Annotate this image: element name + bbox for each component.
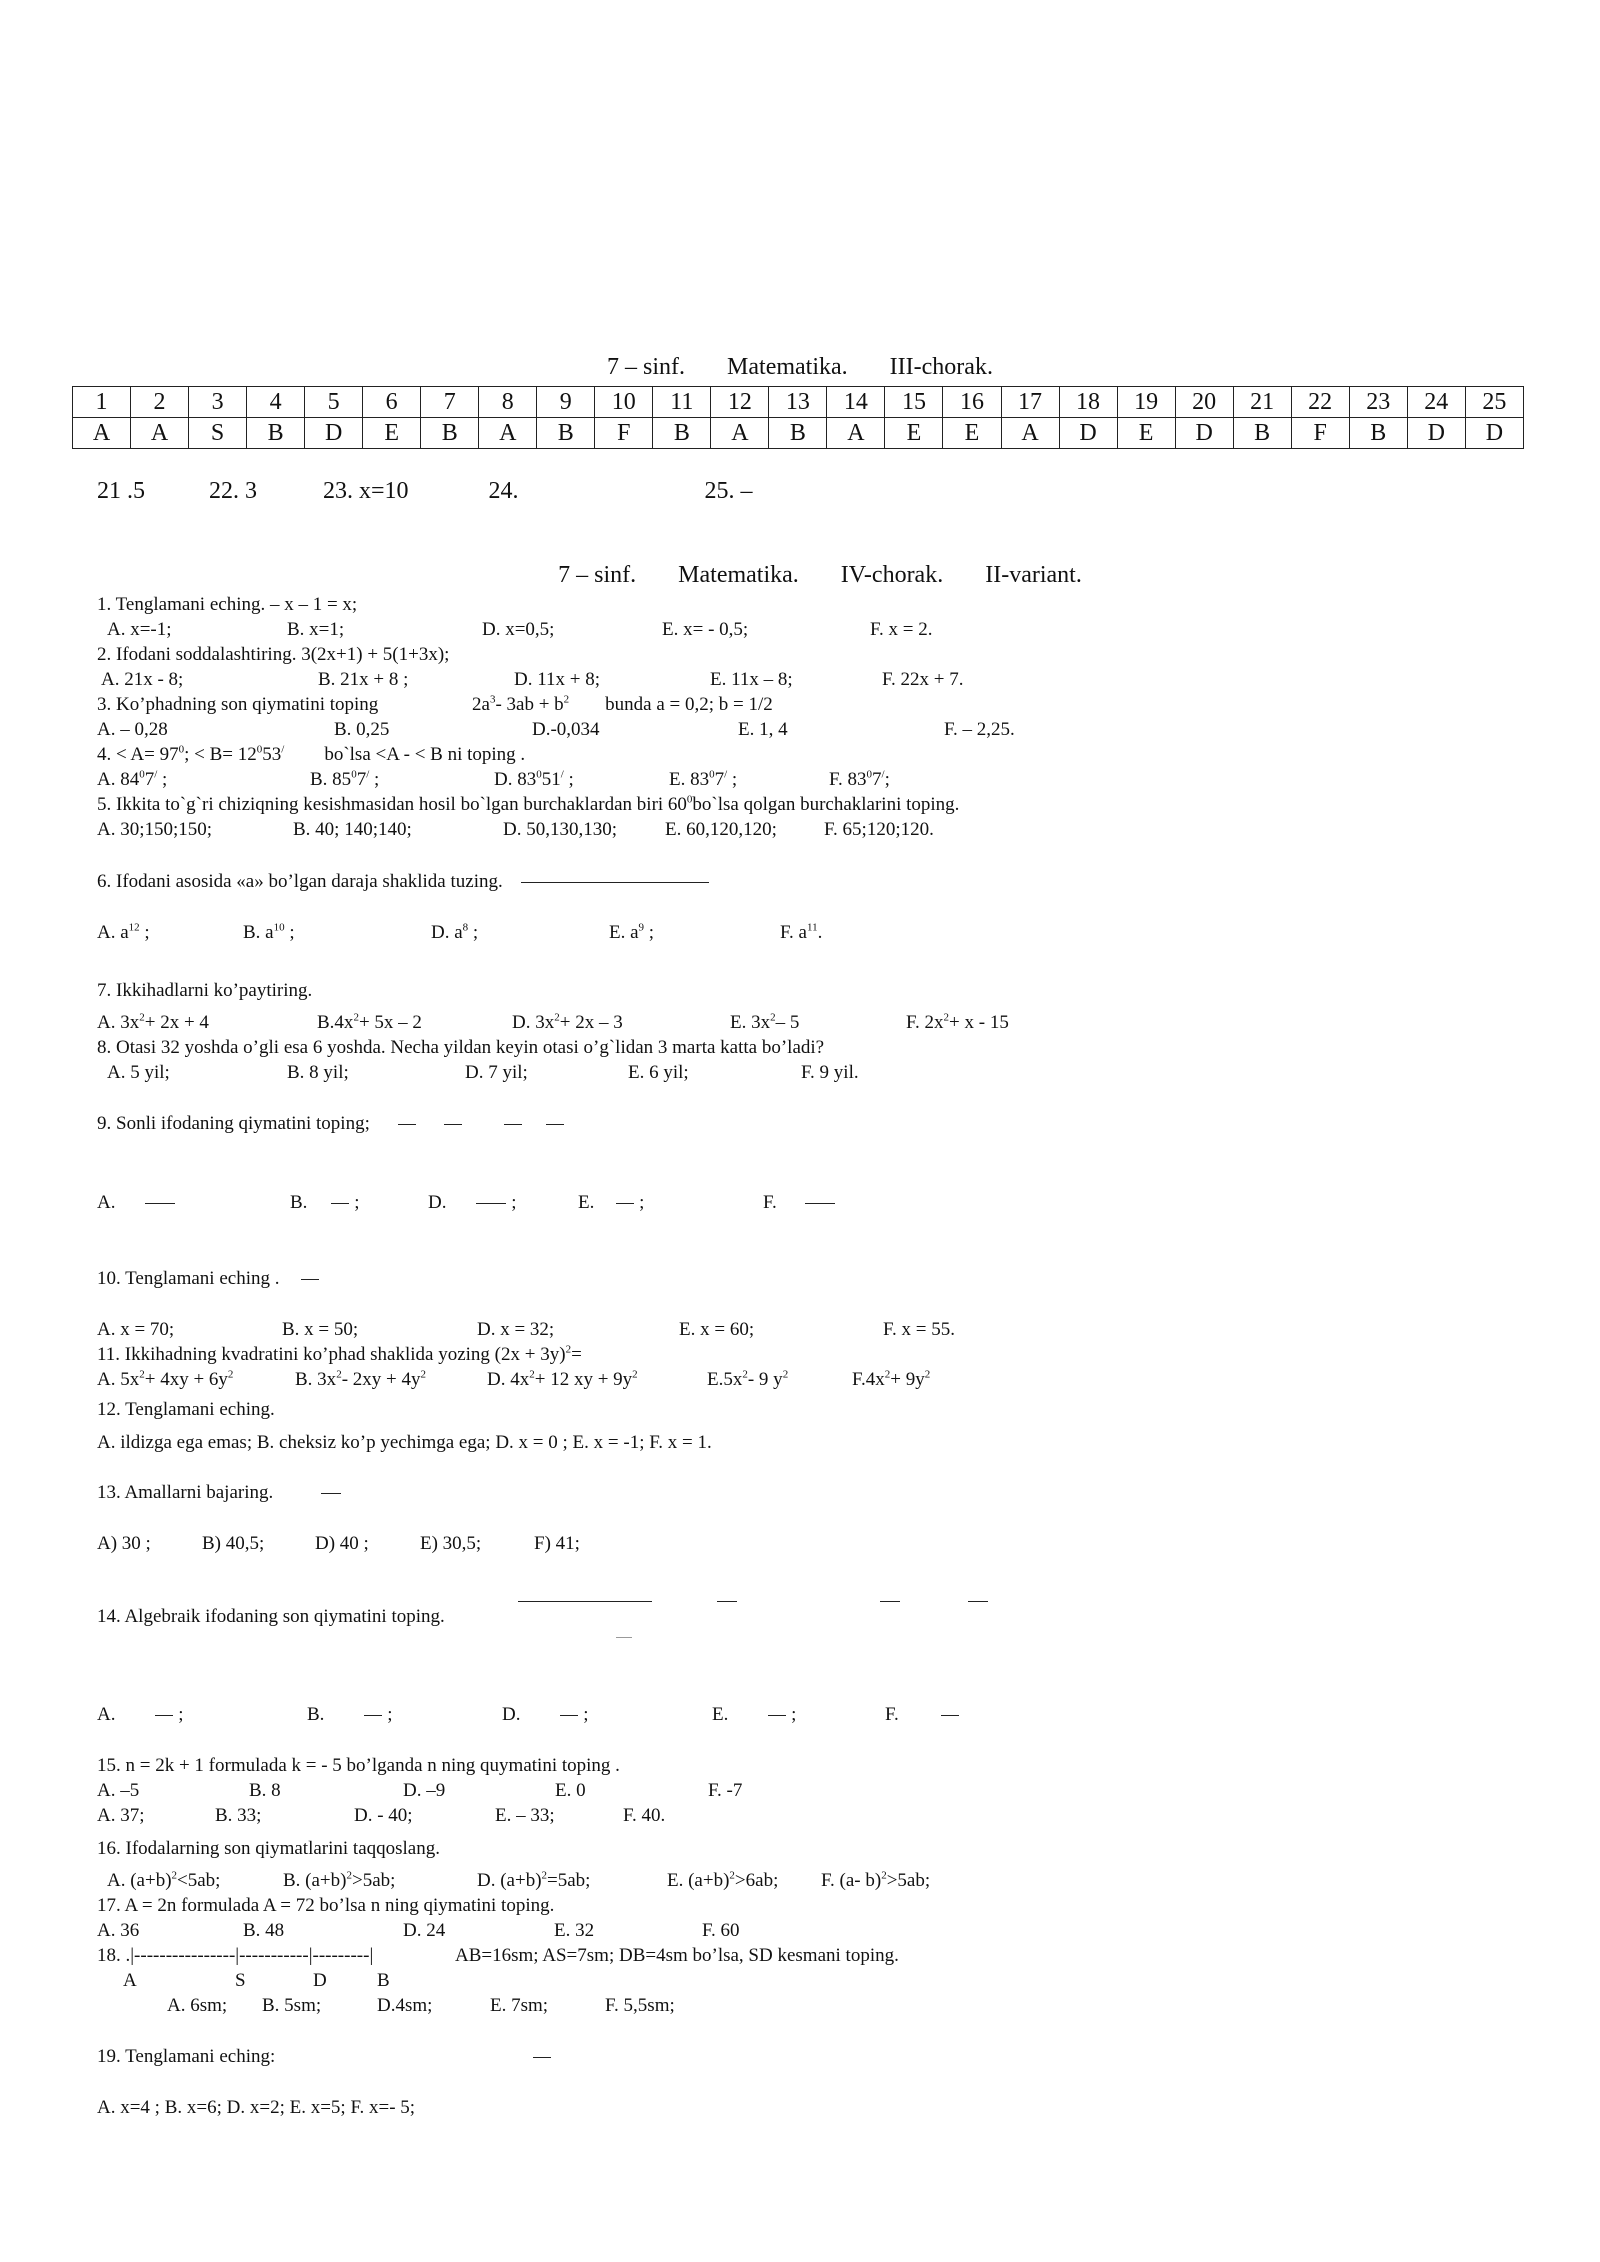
answer-key-answer-21: B (1233, 418, 1291, 449)
question-3-expr-b: - 3ab + b (495, 694, 564, 715)
option-e: E. 1, 4 (738, 719, 788, 740)
option-e: E. 11x – 8; (710, 669, 793, 690)
option-f: F. 65;120;120. (824, 819, 934, 840)
question-11: 11. Ikkihadning kvadratini ko’phad shaklida yozing $(2x + 3y)^2=$ (97, 1343, 582, 1365)
extra-answer-25: 25. – (704, 478, 753, 504)
extra-answer-21: 21 .5 (97, 478, 145, 504)
fraction-bar (546, 1124, 564, 1125)
option-a: A. (97, 1192, 290, 1214)
option-a: A. – 0,28 (97, 719, 168, 740)
exponent: 3 (489, 693, 496, 706)
option-e: E. ; (712, 1704, 797, 1725)
option-a: A. 37; (97, 1805, 145, 1826)
option-b: B. x = 50; (282, 1319, 359, 1340)
degree-sign: 0 (178, 743, 185, 756)
answer-key-answer-3: S (189, 418, 247, 449)
question-17-options (97, 1920, 740, 1942)
answer-key-answer-9: B (537, 418, 595, 449)
answer-key-answer-5: D (305, 418, 363, 449)
answer-key-answer-19: E (1117, 418, 1175, 449)
option-a: A. $3x^2+ 2x + 4$ (97, 1011, 209, 1033)
answer-key-answer-25: D (1465, 418, 1523, 449)
option-f: F) 41; (534, 1533, 580, 1554)
option-d: D. ; (428, 1192, 517, 1213)
option-f: F. (763, 1192, 835, 1214)
question-14-options (97, 1704, 959, 1726)
question-16-options (97, 1870, 930, 1892)
question-8: 8. Otasi 32 yoshda o’gli esa 6 yoshda. Necha yildan keyin otasi o’g`lidan 3 marta katta bo’ladi? (97, 1037, 825, 1058)
option-e: E. x = 60; (679, 1319, 755, 1340)
option-d: D. - 40; (354, 1805, 413, 1826)
option-d: D. 11x + 8; (514, 669, 601, 690)
answer-key-number-6: 6 (363, 387, 421, 418)
option-d: D. x=0,5; (482, 619, 555, 640)
answer-key-number-7: 7 (421, 387, 479, 418)
question-1: 1. Tenglamani eching. – x – 1 = x; (97, 594, 358, 615)
question-18 (97, 1945, 899, 1967)
answer-key-answer-8: A (479, 418, 537, 449)
extra-answer-24: 24. (488, 478, 519, 504)
variant-label: II-variant. (985, 562, 1082, 588)
exponent: 2 (563, 693, 570, 706)
option-b: B. 40; 140;140; (293, 819, 412, 840)
question-7: 7. Ikkihadlarni ko’paytiring. (97, 980, 313, 1001)
question-14: 14. Algebraik ifodaning son qiymatini toping. (97, 1606, 445, 1627)
option-b: B. 48 (243, 1920, 285, 1941)
answer-key-answer-18: D (1059, 418, 1117, 449)
option-a: A. –5 (97, 1780, 140, 1801)
option-d: D. $a^8$ ; (431, 921, 479, 943)
question-7-options (97, 1012, 1009, 1034)
option-e: E. $3x^2-$ 5 (730, 1011, 800, 1033)
question-5-options (97, 819, 934, 841)
answer-key-number-12: 12 (711, 387, 769, 418)
option-f: F. (885, 1704, 959, 1726)
option-a: A. 21x - 8; (101, 669, 184, 690)
question-18-labels (97, 1970, 390, 1992)
option-a: A. x = 70; (97, 1319, 175, 1340)
answer-key-numbers-row (73, 387, 1524, 418)
option-b: B. $a^{10}$ ; (243, 921, 295, 943)
answer-key-number-20: 20 (1175, 387, 1233, 418)
question-10 (97, 1268, 319, 1290)
question-10-text: 10. Tenglamani eching . (97, 1268, 280, 1289)
option-f: F. 22x + 7. (882, 669, 964, 690)
answer-key-answer-2: A (131, 418, 189, 449)
option-e: E. 7sm; (490, 1995, 549, 2016)
answer-key-answer-16: E (943, 418, 1001, 449)
question-18-condition: AB=16sm; AS=7sm; DB=4sm bo’lsa, SD kesmani toping. (455, 1945, 899, 1966)
fraction-bar (616, 1637, 632, 1638)
minute-sign: / (281, 743, 285, 756)
answer-key-answer-4: B (247, 418, 305, 449)
answer-key-answer-10: F (595, 418, 653, 449)
option-e: E. 32 (554, 1920, 595, 1941)
answer-key-answer-15: E (885, 418, 943, 449)
fraction-bar (504, 1124, 522, 1125)
question-9-text: 9. Sonli ifodaning qiymatini toping; (97, 1113, 370, 1134)
answer-key-number-18: 18 (1059, 387, 1117, 418)
answer-key-number-1: 1 (73, 387, 131, 418)
option-b: B. $(a+b)^2>5ab$; (283, 1869, 396, 1891)
option-e: E. $(a+b)^2>6ab$; (667, 1869, 779, 1891)
question-19 (97, 2046, 551, 2068)
option-f: F. – 2,25. (944, 719, 1015, 740)
fraction-bar (521, 882, 709, 883)
fraction-bar (518, 1601, 652, 1602)
answer-key-answer-13: B (769, 418, 827, 449)
option-a: A. ; (97, 1704, 184, 1725)
question-13-text: 13. Amallarni bajaring. (97, 1482, 274, 1503)
answer-key-number-23: 23 (1349, 387, 1407, 418)
option-b: B. 5sm; (262, 1995, 322, 2016)
question-4-text-a: 4. < A= 97 (97, 744, 179, 765)
question-19-options: A. x=4 ; B. x=6; D. x=2; E. x=5; F. x=- 5; (97, 2097, 416, 2118)
question-2: 2. Ifodani soddalashtiring. 3(2x+1) + 5(1+3x); (97, 644, 450, 665)
option-f: F. 5,5sm; (605, 1995, 675, 2016)
answer-key-number-17: 17 (1001, 387, 1059, 418)
grade-label: 7 – sinf. (607, 354, 686, 380)
grade-label: 7 – sinf. (558, 562, 637, 588)
fraction-bar (301, 1279, 319, 1280)
question-3-condition: bunda a = 0,2; b = 1/2 (605, 694, 773, 715)
fraction-bar (533, 2057, 551, 2058)
point-b-label: B (377, 1970, 390, 1991)
option-a: A. $(a+b)^2<5ab$; (107, 1869, 221, 1891)
answer-key-number-16: 16 (943, 387, 1001, 418)
question-15-options-2 (97, 1805, 665, 1827)
question-15-options-1 (97, 1780, 742, 1802)
question-13-options (97, 1533, 580, 1555)
question-2-options (97, 669, 964, 691)
answer-key-number-4: 4 (247, 387, 305, 418)
option-b: B. 8 (249, 1780, 281, 1801)
answer-key-number-8: 8 (479, 387, 537, 418)
question-3 (97, 694, 773, 716)
question-5-text-b: bo`lsa qolgan burchaklarini toping. (692, 794, 960, 815)
answer-key-number-24: 24 (1407, 387, 1465, 418)
point-a-label: A (123, 1970, 137, 1991)
option-d: D.4sm; (377, 1995, 433, 2016)
option-a: A) 30 ; (97, 1533, 151, 1554)
answer-key-number-2: 2 (131, 387, 189, 418)
option-d: D. –9 (403, 1780, 446, 1801)
option-e: E. $a^9$ ; (609, 921, 655, 943)
question-15: 15. n = 2k + 1 formulada k = - 5 bo’lganda n ning quymatini toping . (97, 1755, 620, 1776)
quarter-label: III-chorak. (889, 354, 993, 380)
extra-answers (97, 478, 809, 505)
quarter4-header (0, 562, 1600, 589)
answer-key-number-10: 10 (595, 387, 653, 418)
fraction-bar (398, 1124, 416, 1125)
option-f: F. $2x^2+ x - 15$ (906, 1011, 1009, 1033)
option-b: B) 40,5; (202, 1533, 265, 1554)
option-e: E. x= - 0,5; (662, 619, 749, 640)
option-e: E. 60,120,120; (665, 819, 777, 840)
extra-answer-22: 22. 3 (209, 478, 257, 504)
question-4-text-d: bo`lsa <A - < B ni toping . (324, 744, 526, 765)
option-d: D. 24 (403, 1920, 446, 1941)
option-a: A. x=-1; (107, 619, 172, 640)
question-9 (97, 1113, 564, 1135)
option-f: F. 40. (623, 1805, 666, 1826)
option-b: B. x=1; (287, 619, 345, 640)
question-5-text: 5. Ikkita to`g`ri chiziqning kesishmasidan hosil bo`lgan burchaklardan biri 60 (97, 794, 687, 815)
answer-key-number-25: 25 (1465, 387, 1523, 418)
question-3-options (97, 719, 1015, 741)
option-b: B. 33; (215, 1805, 262, 1826)
quarter-label: IV-chorak. (840, 562, 944, 588)
option-f: F. x = 2. (870, 619, 933, 640)
degree-sign: 0 (686, 793, 693, 806)
subject-label: Matematika. (727, 354, 848, 380)
option-f: F. $83^07^/$; (829, 768, 890, 790)
option-f: F. $a^{11}$. (780, 921, 823, 943)
option-b: B. $3x^2-$ $2xy + 4y^2$ (295, 1368, 426, 1390)
answer-key-answers-row (73, 418, 1524, 449)
question-3-text: 3. Ko’phadning son qiymatini toping (97, 694, 379, 715)
option-b: $B.4x^2+ 5x - 2$ (317, 1011, 422, 1033)
option-f: F. (a- b)$^2$>5ab; (821, 1869, 931, 1891)
question-4-text-c: 53 (262, 744, 282, 765)
answer-key-answer-22: F (1291, 418, 1349, 449)
option-b: B. $85^07^/$ ; (310, 768, 380, 790)
answer-key-number-9: 9 (537, 387, 595, 418)
question-5 (97, 794, 959, 816)
fraction-bar (321, 1493, 341, 1494)
question-19-text: 19. Tenglamani eching: (97, 2046, 276, 2067)
question-1-options (97, 619, 933, 641)
option-a: A. $84^07^/$ ; (97, 768, 168, 790)
option-b: B. 21x + 8 ; (318, 669, 409, 690)
answer-key-table (72, 386, 1524, 449)
option-d: D. $3x^2+ 2x - 3$ (512, 1011, 623, 1033)
answer-key-number-13: 13 (769, 387, 827, 418)
point-d-label: D (313, 1970, 327, 1991)
fraction-bar (444, 1124, 462, 1125)
answer-key-number-21: 21 (1233, 387, 1291, 418)
answer-key-number-3: 3 (189, 387, 247, 418)
option-b: B. 8 yil; (287, 1062, 349, 1083)
answer-key-answer-20: D (1175, 418, 1233, 449)
answer-key-answer-17: A (1001, 418, 1059, 449)
question-11-text: 11. Ikkihadning kvadratini ko’phad shaklida yozing (2x + 3y) (97, 1344, 566, 1365)
option-b: B. 0,25 (334, 719, 390, 740)
question-12-options: A. ildizga ega emas; B. cheksiz ko’p yechimga ega; D. x = 0 ; E. x = -1; F. x = 1. (97, 1432, 712, 1453)
option-f: F. 9 yil. (801, 1062, 859, 1083)
question-16: 16. Ifodalarning son qiymatlarini taqqoslang. (97, 1838, 440, 1859)
option-e: E) 30,5; (420, 1533, 482, 1554)
option-e: E. $83^07^/$ ; (669, 768, 738, 790)
answer-key-answer-11: B (653, 418, 711, 449)
answer-key-answer-23: B (1349, 418, 1407, 449)
option-a: A. 36 (97, 1920, 140, 1941)
question-6-text: 6. Ifodani asosida «a» bo’lgan daraja shaklida tuzing. (97, 871, 503, 892)
question-4-text-b: ; < B= 12 (184, 744, 257, 765)
option-d: D. $(a+b)^2=5ab$; (477, 1869, 591, 1891)
answer-key-number-15: 15 (885, 387, 943, 418)
option-d: D. $4x^2+ 12$ xy + $9y^2$ (487, 1368, 638, 1390)
answer-key-number-14: 14 (827, 387, 885, 418)
option-f: F. 60 (702, 1920, 740, 1941)
question-11-text-b: = (571, 1344, 582, 1365)
option-e: E. – 33; (495, 1805, 555, 1826)
question-9-options (97, 1192, 835, 1214)
option-a: A. 30;150;150; (97, 819, 213, 840)
fraction-bar (880, 1601, 900, 1602)
option-f: F. x = 55. (883, 1319, 956, 1340)
extra-answer-23: 23. x=10 (323, 478, 409, 504)
question-8-options (97, 1062, 859, 1084)
answer-key-answer-24: D (1407, 418, 1465, 449)
subject-label: Matematika. (678, 562, 799, 588)
answer-key-number-22: 22 (1291, 387, 1349, 418)
option-e: $E.5x^2-$ 9 $y^2$ (707, 1368, 789, 1390)
option-a: A. 6sm; (167, 1995, 228, 2016)
option-d: D. ; (502, 1704, 589, 1725)
question-18-options (97, 1995, 675, 2017)
option-d: D. $83^051^/$ ; (494, 768, 574, 790)
question-6 (97, 871, 709, 893)
option-a: A. $5x^2+ 4xy + 6y^2$ (97, 1368, 234, 1390)
option-e: E. 6 yil; (628, 1062, 689, 1083)
answer-key-number-11: 11 (653, 387, 711, 418)
question-4 (97, 744, 525, 766)
option-d: D. 7 yil; (465, 1062, 528, 1083)
answer-key-number-5: 5 (305, 387, 363, 418)
option-b: B. ; (307, 1704, 393, 1725)
degree-sign: 0 (256, 743, 263, 756)
option-e: E. 0 (555, 1780, 586, 1801)
fraction-bar (968, 1601, 988, 1602)
option-b: B. ; (290, 1192, 360, 1213)
question-13 (97, 1482, 341, 1504)
question-10-options (97, 1319, 955, 1341)
option-d: D. 50,130,130; (503, 819, 617, 840)
answer-key-answer-1: A (73, 418, 131, 449)
answer-key-answer-7: B (421, 418, 479, 449)
question-3-expr-a: 2a (472, 694, 490, 715)
question-4-options (97, 769, 890, 791)
question-6-options (97, 922, 822, 944)
option-e: E. ; (578, 1192, 645, 1213)
option-a: A. 5 yil; (107, 1062, 170, 1083)
question-12: 12. Tenglamani eching. (97, 1399, 275, 1420)
answer-key-number-19: 19 (1117, 387, 1175, 418)
question-18-segment: 18. .|----------------|-----------|---------| (97, 1945, 374, 1966)
question-11-options (97, 1369, 930, 1391)
option-d: D. x = 32; (477, 1319, 555, 1340)
option-d: D) 40 ; (315, 1533, 369, 1554)
option-f: F. -7 (708, 1780, 743, 1801)
option-a: A. $a^{12}$ ; (97, 921, 150, 943)
point-s-label: S (235, 1970, 246, 1991)
answer-key-answer-6: E (363, 418, 421, 449)
quarter3-header (0, 354, 1600, 381)
option-d: D.-0,034 (532, 719, 600, 740)
question-17: 17. A = 2n formulada A = 72 bo’lsa n ning qiymatini toping. (97, 1895, 555, 1916)
answer-key-answer-12: A (711, 418, 769, 449)
answer-key-answer-14: A (827, 418, 885, 449)
option-f: $F.4x^2+ 9y^2$ (852, 1368, 931, 1390)
fraction-bar (717, 1601, 737, 1602)
